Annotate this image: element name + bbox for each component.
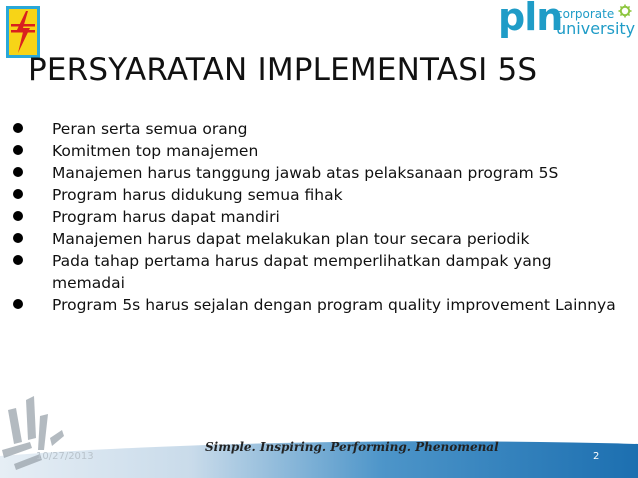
bullet-text: Program harus dapat mandiri [52,208,280,226]
bullet-dot-icon [13,189,23,199]
slide-title: PERSYARATAN IMPLEMENTASI 5S [28,52,538,88]
bullet-dot-icon [13,145,23,155]
bullet-dot-icon [13,233,23,243]
corp-logo-brand: pln [498,0,563,39]
bullet-item [0,250,638,294]
bullet-dot-icon [13,299,23,309]
bullet-dot-icon [13,167,23,177]
bullet-item [0,206,638,228]
bullet-text: Peran serta semua orang [52,120,248,138]
footer-date: 10/27/2013 [36,451,94,462]
corporate-university-logo-icon [498,0,636,46]
leaf-decoration-icon [0,380,140,478]
bullet-list [0,118,638,316]
footer-tagline: Simple. Inspiring. Performing. Phenomenal [205,440,499,454]
bullet-text: Program harus didukung semua fihak [52,186,343,204]
bullet-dot-icon [13,255,23,265]
gear-icon [618,4,632,18]
corp-logo-line2: university [556,19,636,38]
page-number: 2 [593,451,600,462]
bullet-text: Program 5s harus sejalan dengan program quality improvement Lainnya [52,296,616,314]
bullet-item [0,118,638,140]
bullet-item [0,184,638,206]
bullet-text: Manajemen harus dapat melakukan plan tour secara periodik [52,230,530,248]
bullet-text: Manajemen harus tanggung jawab atas pelaksanaan program 5S [52,164,559,182]
bullet-item [0,228,638,250]
bullet-dot-icon [13,211,23,221]
bullet-item [0,162,638,184]
bullet-item [0,140,638,162]
bullet-item [0,294,638,316]
bullet-text: Pada tahap pertama harus dapat memperlihatkan dampak yang memadai [52,252,552,292]
bullet-dot-icon [13,123,23,133]
corp-logo-line1: corporate [556,7,615,21]
bullet-text: Komitmen top manajemen [52,142,259,160]
pln-logo-icon [6,6,40,58]
